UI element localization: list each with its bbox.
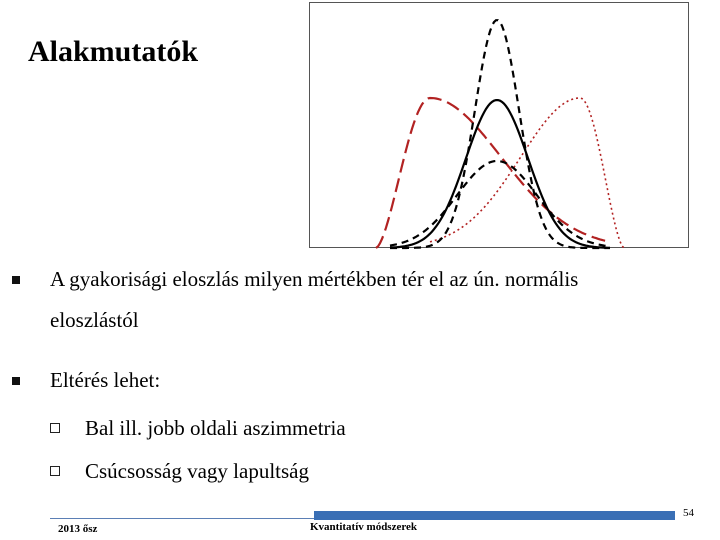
bullet-text-definition-line1: A gyakorisági eloszlás milyen mértékben tér el az ún. normális: [50, 267, 579, 291]
curve-right-skewed: [430, 98, 624, 248]
curve-left-skewed: [376, 98, 610, 248]
curve-platykurtic: [390, 161, 610, 246]
bullet-text-deviation: Eltérés lehet:: [50, 368, 161, 392]
bullet-square: [12, 377, 20, 385]
bullet-text-definition-line2: eloszlástól: [50, 308, 139, 332]
footer-accent-bar: [314, 511, 675, 520]
distribution-shapes-figure: [309, 2, 689, 248]
distribution-curves: [310, 3, 690, 249]
sub-item-kurtosis: Csúcsosság vagy lapultság: [85, 459, 309, 483]
footer-date: 2013 ősz: [58, 523, 98, 535]
slide-title: Alakmutatók: [28, 35, 199, 68]
curve-leptokurtic: [390, 20, 610, 248]
footer-course: Kvantitatív módszerek: [310, 521, 418, 533]
checkbox-bullet-icon: [50, 466, 60, 476]
sub-item-asymmetry: Bal ill. jobb oldali aszimmetria: [85, 416, 346, 440]
bullet-square: [12, 276, 20, 284]
page-number: 54: [683, 507, 694, 519]
checkbox-bullet-icon: [50, 423, 60, 433]
curve-normal: [390, 100, 610, 248]
